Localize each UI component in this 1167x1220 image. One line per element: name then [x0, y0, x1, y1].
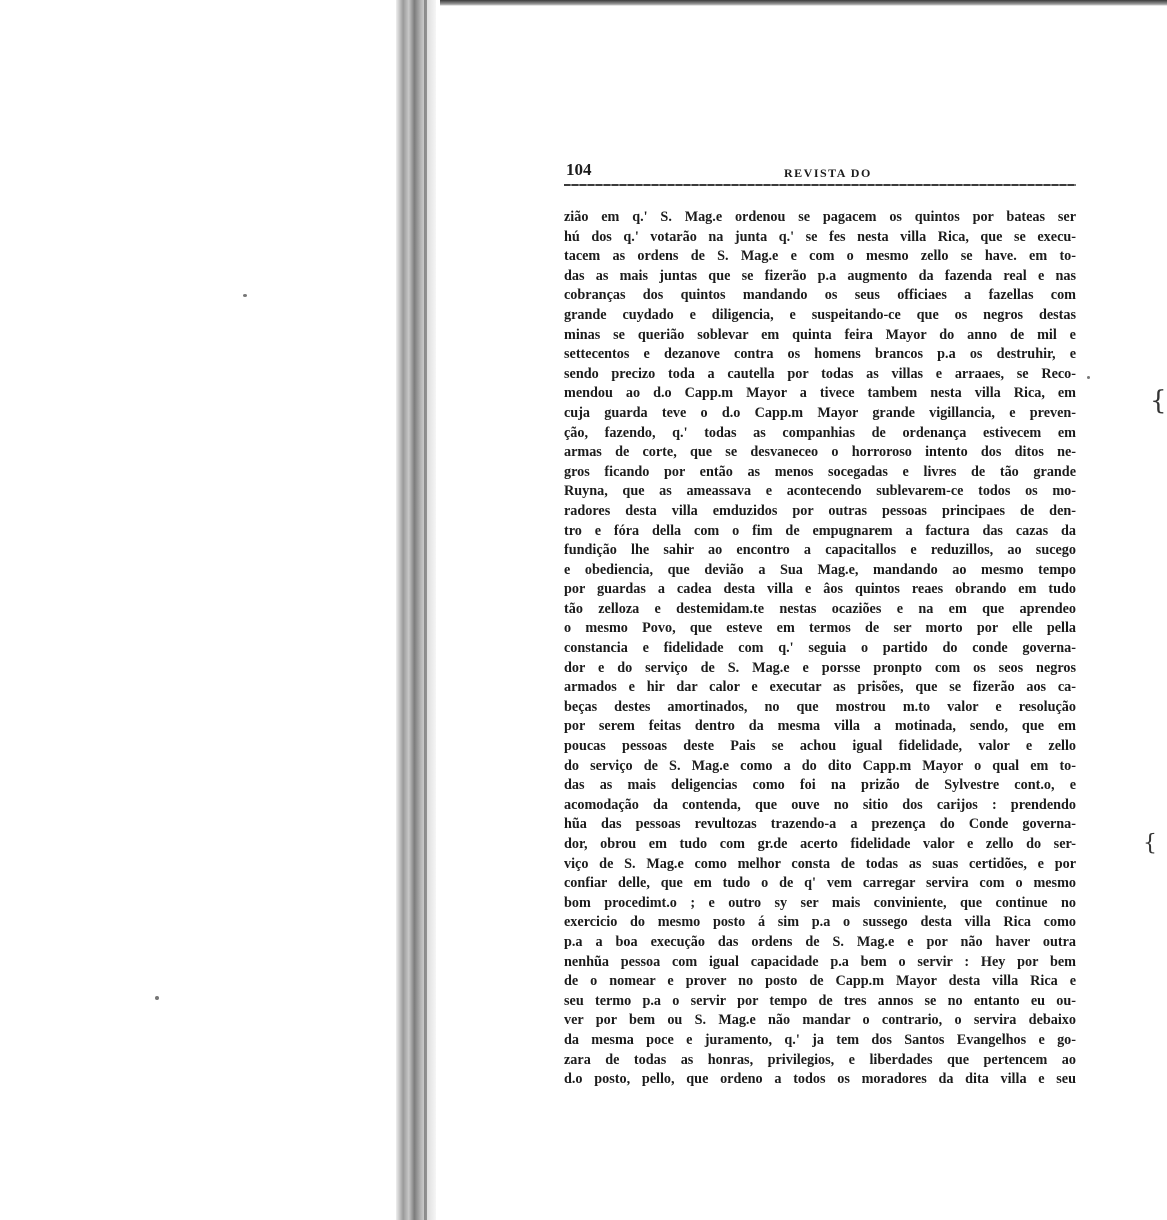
- text-line: nenhũa pessoa com igual capacidade p.a bem o servir : Hey por bem: [564, 953, 1076, 970]
- text-line: das as mais juntas que se fizerão p.a augmento da fazenda real e nas: [564, 267, 1076, 284]
- text-line: tro e fóra della com o fim de empugnarem a factura das cazas da: [564, 522, 1076, 539]
- text-line: armados e hir dar calor e executar as prisões, que se fizerão aos ca-: [564, 679, 1076, 696]
- text-line: dor, obrou em tudo com gr.de acerto fidelidade valor e zello do ser-: [564, 836, 1076, 852]
- text-line: e obediencia, que devião a Sua Mag.e, mandando ao mesmo tempo: [564, 561, 1076, 578]
- text-line: exercicio do mesmo posto á sim p.a o sussego desta villa Rica como: [564, 914, 1076, 931]
- text-line: minas se querião soblevar em quinta feira Mayor do anno de mil e: [564, 326, 1076, 343]
- text-line: p.a a boa execução das ordens de S. Mag.e e por não haver outra: [564, 933, 1076, 950]
- text-line: settecentos e dezanove contra os homens brancos p.a os destruhir, e: [564, 346, 1076, 363]
- text-line: cobranças dos quintos mandando os seus officiaes a fazellas com: [564, 287, 1076, 304]
- text-line: sendo precizo toda a cautella por todas as villas e arraaes, se Reco-: [564, 365, 1076, 382]
- text-line: cuja guarda teve o d.o Capp.m Mayor grande vigillancia, e preven-: [564, 404, 1076, 421]
- text-line: das as mais deligencias como foi na prizão de Sylvestre cont.o, e: [564, 777, 1076, 794]
- text-line: bom procedimt.o ; e outro sy ser mais conviniente, que continue no: [564, 894, 1076, 911]
- margin-brace-mark: {: [1143, 831, 1157, 856]
- running-head: REVISTA DO: [784, 166, 872, 180]
- text-line: d.o posto, pello, que ordeno a todos os moradores da dita villa e seu: [564, 1071, 1076, 1088]
- text-line: radores desta villa emduzidos por outras pessoas principaes de den-: [564, 502, 1076, 519]
- scan-speck: [1087, 376, 1090, 379]
- text-line: hũa das pessoas revultozas trazendo-a a prezença do Conde governa-: [564, 816, 1076, 833]
- text-line: tão zelloza e destemidam.te nestas ocaziões e na em que aprendeo: [564, 600, 1076, 617]
- text-line: grande cuydado e diligencia, e suspeitando-ce que os negros destas: [564, 306, 1076, 323]
- text-line: por guardas a cadea desta villa e âos quintos reaes obrando em tudo: [564, 581, 1076, 598]
- text-line: Ruyna, que as ameassava e acontecendo sublevarem-ce todos os mo-: [564, 483, 1076, 500]
- text-line: de o nomear e prover no posto de Capp.m Mayor desta villa Rica e: [564, 973, 1076, 990]
- text-line: confiar delle, que em tudo o de q' vem carregar servira com o mesmo: [564, 875, 1076, 892]
- text-line: ver por bem ou S. Mag.e não mandar o contrario, o servira debaixo: [564, 1012, 1076, 1029]
- book-gutter-shadow: [396, 0, 436, 1220]
- text-line: do serviço de S. Mag.e como a do dito Capp.m Mayor o qual em to-: [564, 757, 1076, 774]
- text-line: dor e do serviço de S. Mag.e e porsse pronpto com os seos negros: [564, 659, 1076, 676]
- page-number: 104: [566, 160, 592, 179]
- text-line: zião em q.' S. Mag.e ordenou se pagacem os quintos por bateas ser: [564, 209, 1076, 225]
- text-line: poucas pessoas deste Pais se achou igual fidelidade, valor e zello: [564, 738, 1076, 755]
- margin-brace-mark: {: [1150, 386, 1167, 416]
- gutter-fold-line: [424, 0, 427, 1220]
- body-text: [564, 208, 1076, 1090]
- text-line: tacem as ordens de S. Mag.e e com o mesmo zello se have. em to-: [564, 248, 1076, 265]
- text-line: gros ficando por então as menos socegadas e livres de tão grande: [564, 463, 1076, 480]
- text-line: fundição lhe sahir ao encontro a capacitallos e reduzillos, ao sucego: [564, 542, 1076, 559]
- text-line: mendou ao d.o Capp.m Mayor a tivece tambem nesta villa Rica, em: [564, 385, 1076, 402]
- text-line: viço de S. Mag.e como melhor consta de todas as suas certidões, e por: [564, 855, 1076, 872]
- text-line: hú dos q.' votarão na junta q.' se fes nesta villa Rica, que se execu-: [564, 228, 1076, 245]
- scan-speck: [155, 996, 159, 1000]
- text-line: por serem feitas dentro da mesma villa a motinada, sendo, que em: [564, 718, 1076, 735]
- text-line: acomodação da contenda, que ouve no sitio dos carijos : prendendo: [564, 796, 1076, 813]
- text-line: beças destes amortinados, no que mostrou m.to valor e resolução: [564, 698, 1076, 715]
- text-line: seu termo p.a o servir por tempo de tres annos se no entanto eu ou-: [564, 992, 1076, 1009]
- page-header: [564, 160, 1076, 190]
- text-line: o mesmo Povo, que esteve em termos de ser morto por elle pella: [564, 620, 1076, 637]
- text-line: armas de corte, que se desvaneceo o horroroso intento dos ditos ne-: [564, 444, 1076, 461]
- header-rule: [564, 184, 1076, 186]
- text-line: zara de todas as honras, privilegios, e liberdades que pertencem ao: [564, 1051, 1076, 1068]
- text-line: constancia e fidelidade com q.' seguia o partido do conde governa-: [564, 640, 1076, 657]
- text-line: ção, fazendo, q.' todas as companhias de ordenança estivecem em: [564, 424, 1076, 441]
- text-line: da mesma poce e juramento, q.' ja tem dos Santos Evangelhos e go-: [564, 1031, 1076, 1048]
- scan-speck: [243, 294, 247, 297]
- page-top-edge: [440, 0, 1167, 6]
